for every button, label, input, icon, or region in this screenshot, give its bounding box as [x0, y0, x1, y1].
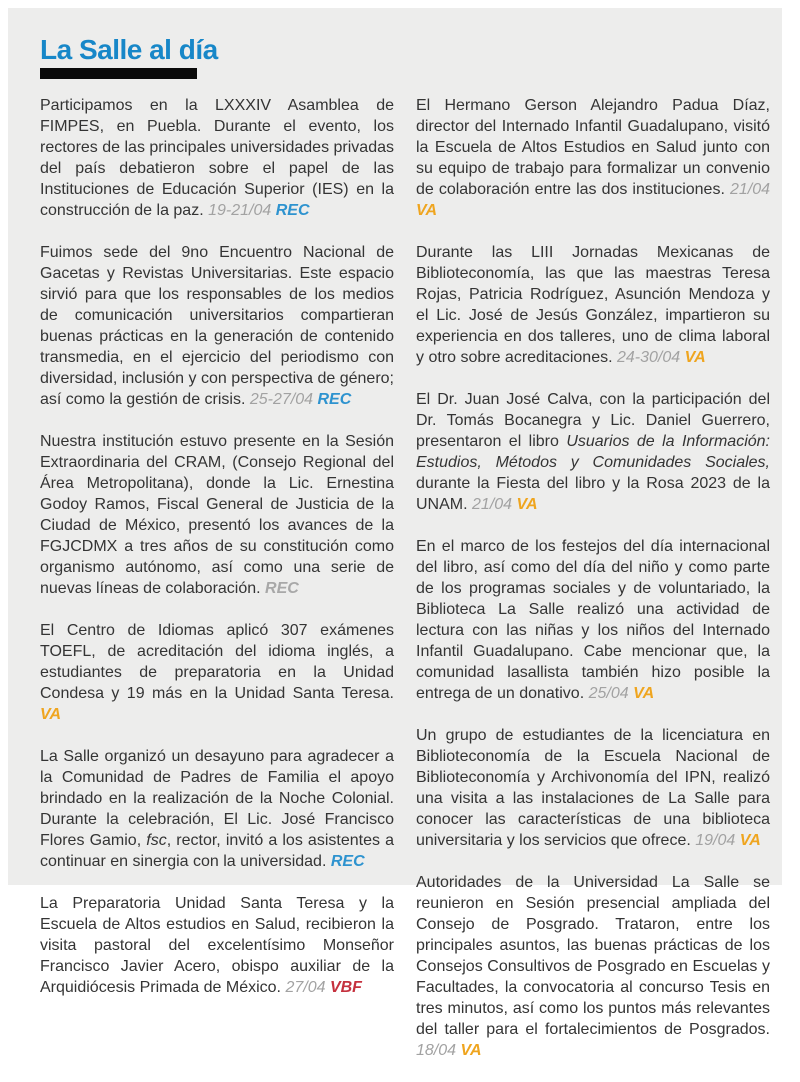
news-item-text: En el marco de los festejos del día internacional del libro, así como del día del niño y como parte de los programas sociales y de voluntariado, la Biblioteca La Salle realizó una actividad de lectura con las niñas y los niños del Internado Infantil Guadalupano. Cabe mencionar que, la comunidad lasallista también hizo posible la entrega de un donativo.	[416, 538, 770, 703]
news-item-right-1	[416, 95, 770, 221]
news-item-italic-text: fsc	[146, 832, 167, 850]
news-item-text: La Salle organizó un desayuno para agradecer a la Comunidad de Padres de Familia el apoyo brindado en la realización de la Noche Colonial. Durante la celebración, El Lic. José Francisco Flores Gamio,	[40, 748, 394, 850]
news-item-date: 21/04	[472, 496, 513, 514]
news-item-right-2	[416, 242, 770, 368]
news-item-right-6	[416, 872, 770, 1061]
news-item-text: Autoridades de la Universidad La Salle se reunieron en Sesión presencial ampliada del Consejo de Posgrado. Trataron, entre los principales asuntos, las buenas prácticas de los Consejos Consultivos de Posgrado en Escuelas y Facultades, la convocatoria al concurso Tesis en tres minutos, así como los puntos más relevantes del taller para el fortalecimientos de Posgrados.	[416, 874, 770, 1039]
news-item-left-2	[40, 242, 394, 410]
news-item-date: 19/04	[695, 832, 736, 850]
news-item-date: 25/04	[588, 685, 629, 703]
news-item-text: durante la Fiesta del libro y la Rosa 2023 de la UNAM.	[416, 475, 770, 514]
news-item-text: Un grupo de estudiantes de la licenciatura en Biblioteconomía de la Escuela Nacional de Biblioteconomía y Archivonomía del IPN, realizó una visita a las instalaciones de La Salle para conocer las características de una biblioteca universitaria y los servicios que ofrece.	[416, 727, 770, 850]
news-item-left-5	[40, 746, 394, 872]
news-item-tag: VA	[739, 832, 761, 850]
news-item-tag: REC	[265, 580, 299, 598]
news-columns	[40, 95, 770, 1082]
news-item-tag: REC	[330, 853, 365, 871]
news-item-tag: VA	[633, 685, 655, 703]
news-item-tag: VBF	[329, 979, 362, 997]
news-column-right	[416, 95, 770, 1082]
news-item-date: 25-27/04	[249, 391, 314, 409]
news-item-left-1	[40, 95, 394, 221]
news-item-right-4	[416, 536, 770, 704]
news-item-date: 18/04	[416, 1042, 457, 1060]
news-item-text: El Hermano Gerson Alejandro Padua Díaz, director del Internado Infantil Guadalupano, visitó la Escuela de Altos Estudios en Salud junto con su equipo de trabajo para formalizar un convenio de colaboración entre las dos instituciones.	[416, 97, 770, 199]
news-item-left-4	[40, 620, 394, 725]
news-item-tag: VA	[40, 706, 62, 724]
news-item-right-3	[416, 389, 770, 515]
news-item-text: Nuestra institución estuvo presente en la Sesión Extraordinaria del CRAM, (Consejo Regional del Área Metropolitana), donde la Lic. Ernestina Godoy Ramos, Fiscal General de Justicia de la Ciudad de México, presentó los avances de la FGJCDMX a tres años de su constitución como organismo autónomo, así como una serie de nuevas líneas de colaboración.	[40, 433, 394, 598]
page-title: La Salle al día	[40, 34, 218, 65]
news-item-tag: VA	[460, 1042, 482, 1060]
news-item-text: La Preparatoria Unidad Santa Teresa y la Escuela de Altos estudios en Salud, recibieron la visita pastoral del excelentísimo Monseñor Francisco Javier Acero, obispo auxiliar de la Arquidiócesis Primada de México.	[40, 895, 394, 997]
news-item-text: Fuimos sede del 9no Encuentro Nacional de Gacetas y Revistas Universitarias. Este espacio sirvió para que los responsables de los medios de comunicación universitarios compartieran buenas prácticas en la generación de contenido transmedia, en el ejercicio del periodismo con diversidad, inclusión y con perspectiva de género; así como la gestión de crisis.	[40, 244, 394, 409]
title-underline-bar	[40, 68, 197, 79]
newsletter-panel	[8, 8, 782, 1060]
news-item-left-6	[40, 893, 394, 998]
news-item-text: , rector, invitó a los asistentes a continuar en sinergia con la universidad.	[40, 832, 394, 871]
news-item-date: 21/04	[729, 181, 770, 199]
news-item-tag: VA	[516, 496, 538, 514]
news-item-text: Durante las LIII Jornadas Mexicanas de Biblioteconomía, las que las maestras Teresa Rojas, Patricia Rodríguez, Asunción Mendoza y el Lic. José de Jesús González, impartieron su experiencia en dos talleres, uno de clima laboral y otro sobre acreditaciones.	[416, 244, 770, 367]
news-item-tag: REC	[317, 391, 352, 409]
news-item-text: El Dr. Juan José Calva, con la participación del Dr. Tomás Bocanegra y Lic. Daniel Guerrero, presentaron el libro	[416, 391, 770, 451]
news-item-date: 27/04	[285, 979, 326, 997]
news-item-date: 19-21/04	[208, 202, 272, 220]
news-item-right-5	[416, 725, 770, 851]
news-item-text: Participamos en la LXXXIV Asamblea de FIMPES, en Puebla. Durante el evento, los rectores de las principales universidades privadas del país debatieron sobre el papel de las Instituciones de Educación Superior (IES) en la construcción de la paz.	[40, 97, 394, 220]
news-item-text: El Centro de Idiomas aplicó 307 exámenes TOEFL, de acreditación del idioma inglés, a estudiantes de preparatoria en la Unidad Condesa y 19 más en la Unidad Santa Teresa.	[40, 622, 394, 703]
news-item-italic-text: Usuarios de la Información: Estudios, Métodos y Comunidades Sociales,	[416, 433, 770, 472]
news-item-tag: REC	[275, 202, 310, 220]
news-column-left	[40, 95, 394, 1082]
news-item-tag: VA	[416, 202, 438, 220]
news-item-tag: VA	[684, 349, 706, 367]
news-item-date: 24-30/04	[617, 349, 681, 367]
news-item-left-3	[40, 431, 394, 599]
